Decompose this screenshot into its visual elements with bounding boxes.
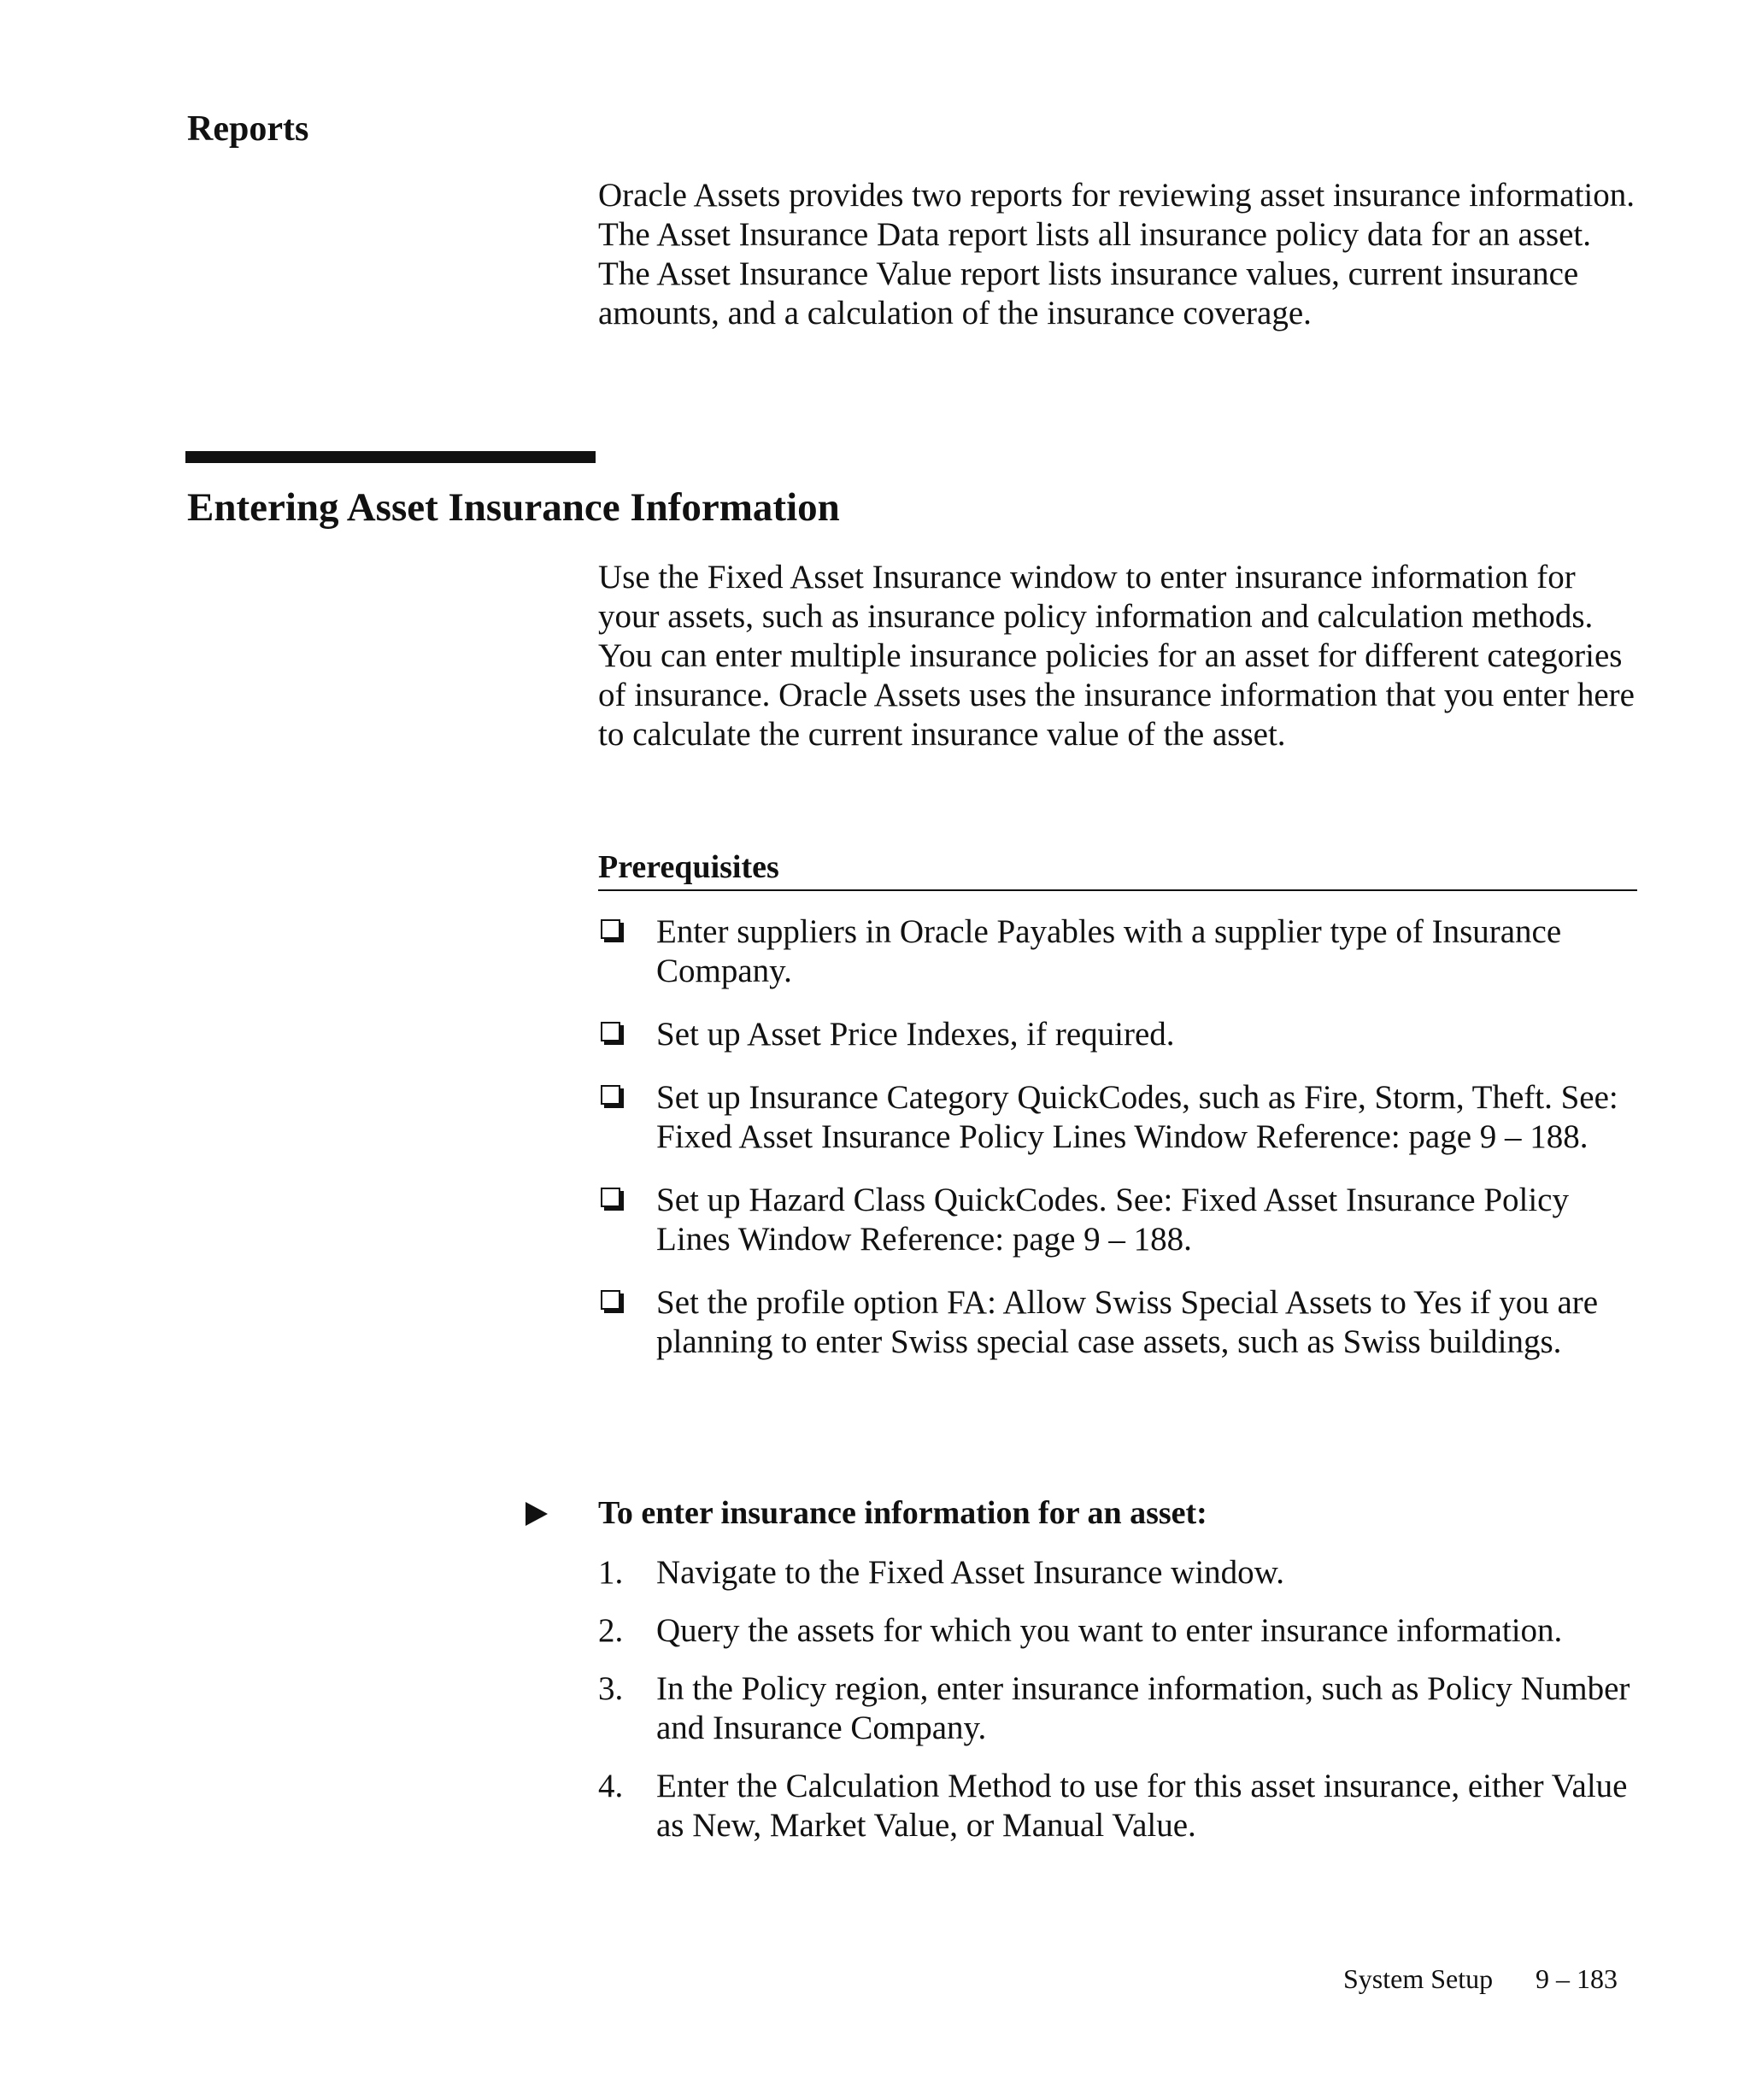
- prerequisite-item: [598, 912, 1645, 991]
- step-number: 2.: [598, 1612, 624, 1649]
- footer-section-name: System Setup: [1343, 1963, 1494, 1994]
- prerequisite-text: Set up Asset Price Indexes, if required.: [656, 1016, 1175, 1053]
- step-text: Query the assets for which you want to enter insurance information.: [656, 1612, 1563, 1649]
- step-number: 4.: [598, 1768, 624, 1804]
- prerequisite-item: [598, 1078, 1645, 1157]
- step-number: 1.: [598, 1554, 624, 1591]
- procedure-steps: [598, 1553, 1645, 1864]
- entering-heading: Entering Asset Insurance Information: [187, 485, 840, 530]
- entering-paragraph: Use the Fixed Asset Insurance window to enter insurance information for your assets, such as insurance policy information and calculation methods. You can enter multiple insurance policies for an asset for different categories of insurance. Oracle Assets uses the insurance information that you enter here to calculate the current insurance value of the asset.: [598, 559, 1635, 753]
- procedure-step: [598, 1669, 1645, 1748]
- step-number: 3.: [598, 1670, 624, 1707]
- procedure-arrow-icon: [526, 1502, 548, 1526]
- checkbox-icon: [601, 1290, 620, 1310]
- procedure-step: [598, 1553, 1645, 1593]
- step-text: In the Policy region, enter insurance information, such as Policy Number and Insurance Company.: [656, 1670, 1630, 1746]
- procedure-title: To enter insurance information for an asset:: [598, 1495, 1207, 1531]
- section-divider: [185, 451, 596, 463]
- prerequisite-item: [598, 1283, 1645, 1362]
- step-text: Enter the Calculation Method to use for this asset insurance, either Value as New, Market Value, or Manual Value.: [656, 1768, 1628, 1844]
- reports-heading: Reports: [187, 109, 309, 149]
- prerequisites-heading: Prerequisites: [598, 847, 1637, 891]
- prerequisite-text: Set up Insurance Category QuickCodes, such as Fire, Storm, Theft. See: Fixed Asset Insurance Policy Lines Window Reference: page 9 – 188.: [656, 1079, 1618, 1155]
- prerequisite-text: Set the profile option FA: Allow Swiss Special Assets to Yes if you are planning to enter Swiss special case assets, such as Swiss buildings.: [656, 1284, 1599, 1360]
- step-text: Navigate to the Fixed Asset Insurance window.: [656, 1554, 1285, 1591]
- prerequisite-text: Set up Hazard Class QuickCodes. See: Fixed Asset Insurance Policy Lines Window Reference: page 9 – 188.: [656, 1182, 1569, 1258]
- reports-paragraph: Oracle Assets provides two reports for reviewing asset insurance information. The Asset Insurance Data report lists all insurance policy data for an asset. The Asset Insurance Value report lists insurance values, current insurance amounts, and a calculation of the insurance coverage.: [598, 177, 1635, 331]
- prerequisites-list: [598, 912, 1645, 1386]
- checkbox-icon: [601, 1022, 620, 1041]
- checkbox-icon: [601, 1085, 620, 1105]
- checkbox-icon: [601, 919, 620, 939]
- procedure-step: [598, 1767, 1645, 1845]
- procedure-step: [598, 1611, 1645, 1651]
- prerequisite-item: [598, 1015, 1645, 1054]
- footer-page-number: 9 – 183: [1536, 1963, 1618, 1994]
- checkbox-icon: [601, 1188, 620, 1207]
- prerequisite-item: [598, 1181, 1645, 1259]
- prerequisite-text: Enter suppliers in Oracle Payables with a supplier type of Insurance Company.: [656, 913, 1562, 989]
